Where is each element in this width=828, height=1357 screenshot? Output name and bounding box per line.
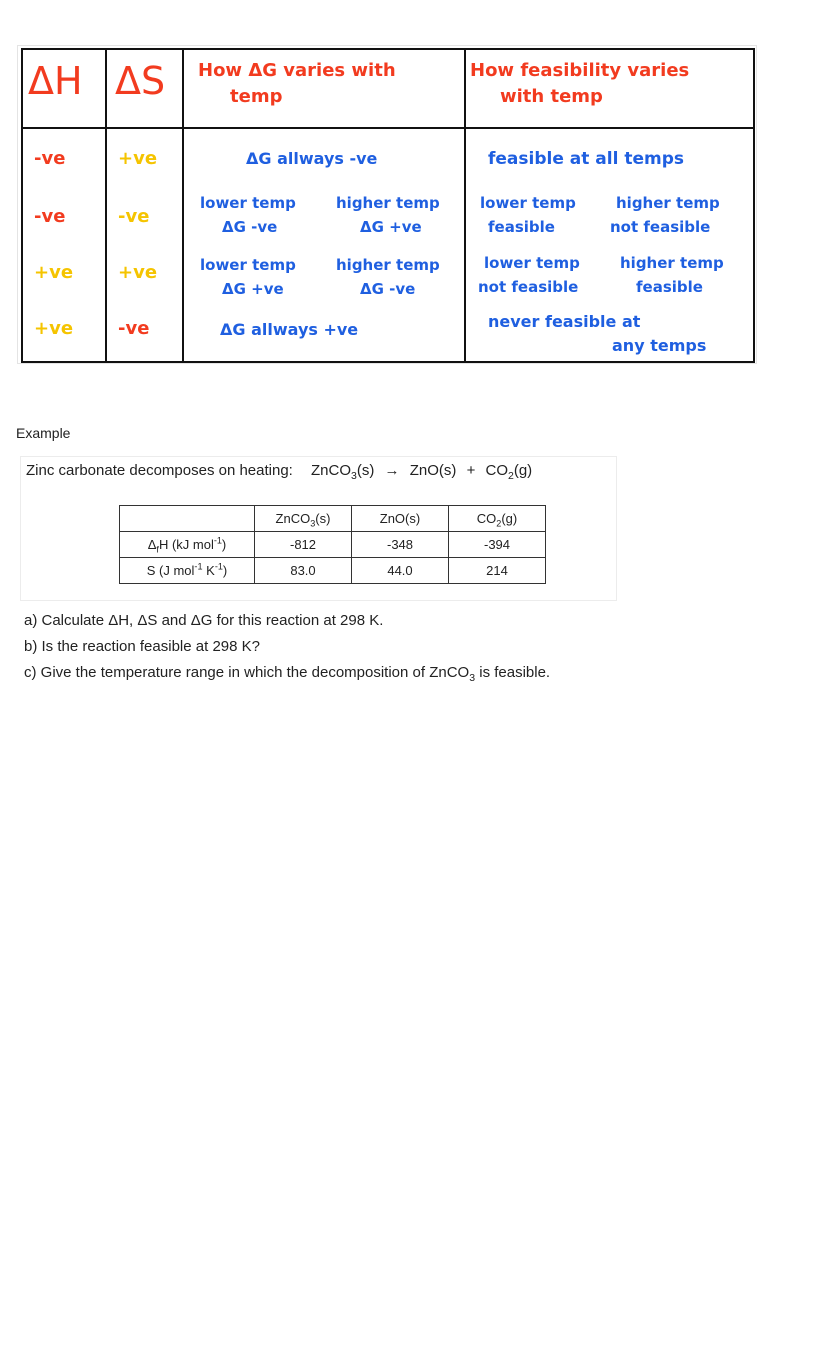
row1-dh: -ve xyxy=(34,148,66,169)
grid-line xyxy=(105,48,107,363)
grid-line xyxy=(21,127,755,129)
row3-dg-high-2: ΔG -ve xyxy=(360,280,416,298)
row4-dh: +ve xyxy=(34,318,74,339)
row3-feas-high-2: feasible xyxy=(636,278,703,296)
row2-dg-high-1: higher temp xyxy=(336,194,440,212)
row2-ds: -ve xyxy=(118,206,150,227)
table-header-cell: $CO_2(g)$ xyxy=(449,506,546,532)
row1-dg: ΔG allways -ve xyxy=(246,149,378,168)
example-intro xyxy=(26,462,533,482)
table-row xyxy=(120,532,546,558)
header-delta-s: ΔS xyxy=(115,59,166,103)
row3-dh: +ve xyxy=(34,262,74,283)
row2-feas-high-1: higher temp xyxy=(616,194,720,212)
header-feas-line1: How feasibility varies xyxy=(470,60,690,81)
table-cell: 83.0 xyxy=(255,558,352,584)
row-label-enthalpy: $\Delta_fH$ (kJ mol$^{-1}$) xyxy=(120,532,255,558)
grid-line xyxy=(464,48,466,363)
row3-feas-low-1: lower temp xyxy=(484,254,580,272)
row2-feas-high-2: not feasible xyxy=(610,218,711,236)
table-row xyxy=(120,558,546,584)
equation-plus: + xyxy=(466,462,476,479)
reaction-equation xyxy=(311,462,533,482)
row2-dh: -ve xyxy=(34,206,66,227)
row1-ds: +ve xyxy=(118,148,158,169)
grid-line xyxy=(21,48,755,50)
thermo-data-table xyxy=(119,505,546,584)
table-cell: -348 xyxy=(352,532,449,558)
row2-feas-low-2: feasible xyxy=(488,218,555,236)
question-a: a) Calculate ΔH, ΔS and ΔG for this reaction at 298 K. xyxy=(24,612,384,629)
row2-dg-high-2: ΔG +ve xyxy=(360,218,422,236)
table-cell: -812 xyxy=(255,532,352,558)
table-cell: -394 xyxy=(449,532,546,558)
table-header-row xyxy=(120,506,546,532)
row-label-entropy: S (J mol$^{-1}$ $K^{-1}$) xyxy=(120,558,255,584)
row3-dg-high-1: higher temp xyxy=(336,256,440,274)
intro-text: Zinc carbonate decomposes on heating: xyxy=(26,462,293,479)
row3-feas-low-2: not feasible xyxy=(478,278,579,296)
row3-dg-low-1: lower temp xyxy=(200,256,296,274)
header-dg-line1: How ΔG varies with xyxy=(198,60,396,81)
row4-feas-1: never feasible at xyxy=(488,312,641,331)
row2-dg-low-2: ΔG -ve xyxy=(222,218,278,236)
grid-line xyxy=(21,48,23,363)
row2-feas-low-1: lower temp xyxy=(480,194,576,212)
table-corner-cell xyxy=(120,506,255,532)
grid-line xyxy=(753,48,755,363)
table-header-cell: ZnCO$_3$(s) xyxy=(255,506,352,532)
equation-reactant: ZnCO$_3$(s) xyxy=(311,462,375,482)
row4-dg: ΔG allways +ve xyxy=(220,320,359,339)
table-header-cell: ZnO(s) xyxy=(352,506,449,532)
grid-line xyxy=(182,48,184,363)
header-feas-line2: with temp xyxy=(500,86,603,107)
row3-feas-high-1: higher temp xyxy=(620,254,724,272)
row1-feasibility: feasible at all temps xyxy=(488,149,685,169)
row3-dg-low-2: ΔG +ve xyxy=(222,280,284,298)
table-cell: 214 xyxy=(449,558,546,584)
row4-ds: -ve xyxy=(118,318,150,339)
table-cell: 44.0 xyxy=(352,558,449,584)
question-c: c) Give the temperature range in which the decomposition of ZnCO$_3$ is feasible. xyxy=(24,664,551,684)
row2-dg-low-1: lower temp xyxy=(200,194,296,212)
reaction-arrow-icon: → xyxy=(384,462,400,479)
question-b: b) Is the reaction feasible at 298 K? xyxy=(24,638,260,655)
row4-feas-2: any temps xyxy=(612,336,707,355)
feasibility-summary-table xyxy=(17,45,757,364)
grid-line xyxy=(21,361,755,363)
example-heading: Example xyxy=(16,425,71,441)
header-delta-h: ΔH xyxy=(28,59,83,103)
equation-product-2: $CO_2(g)$ xyxy=(485,462,533,482)
row3-ds: +ve xyxy=(118,262,158,283)
header-dg-line2: temp xyxy=(230,86,283,107)
equation-product-1: ZnO(s) xyxy=(409,462,457,479)
